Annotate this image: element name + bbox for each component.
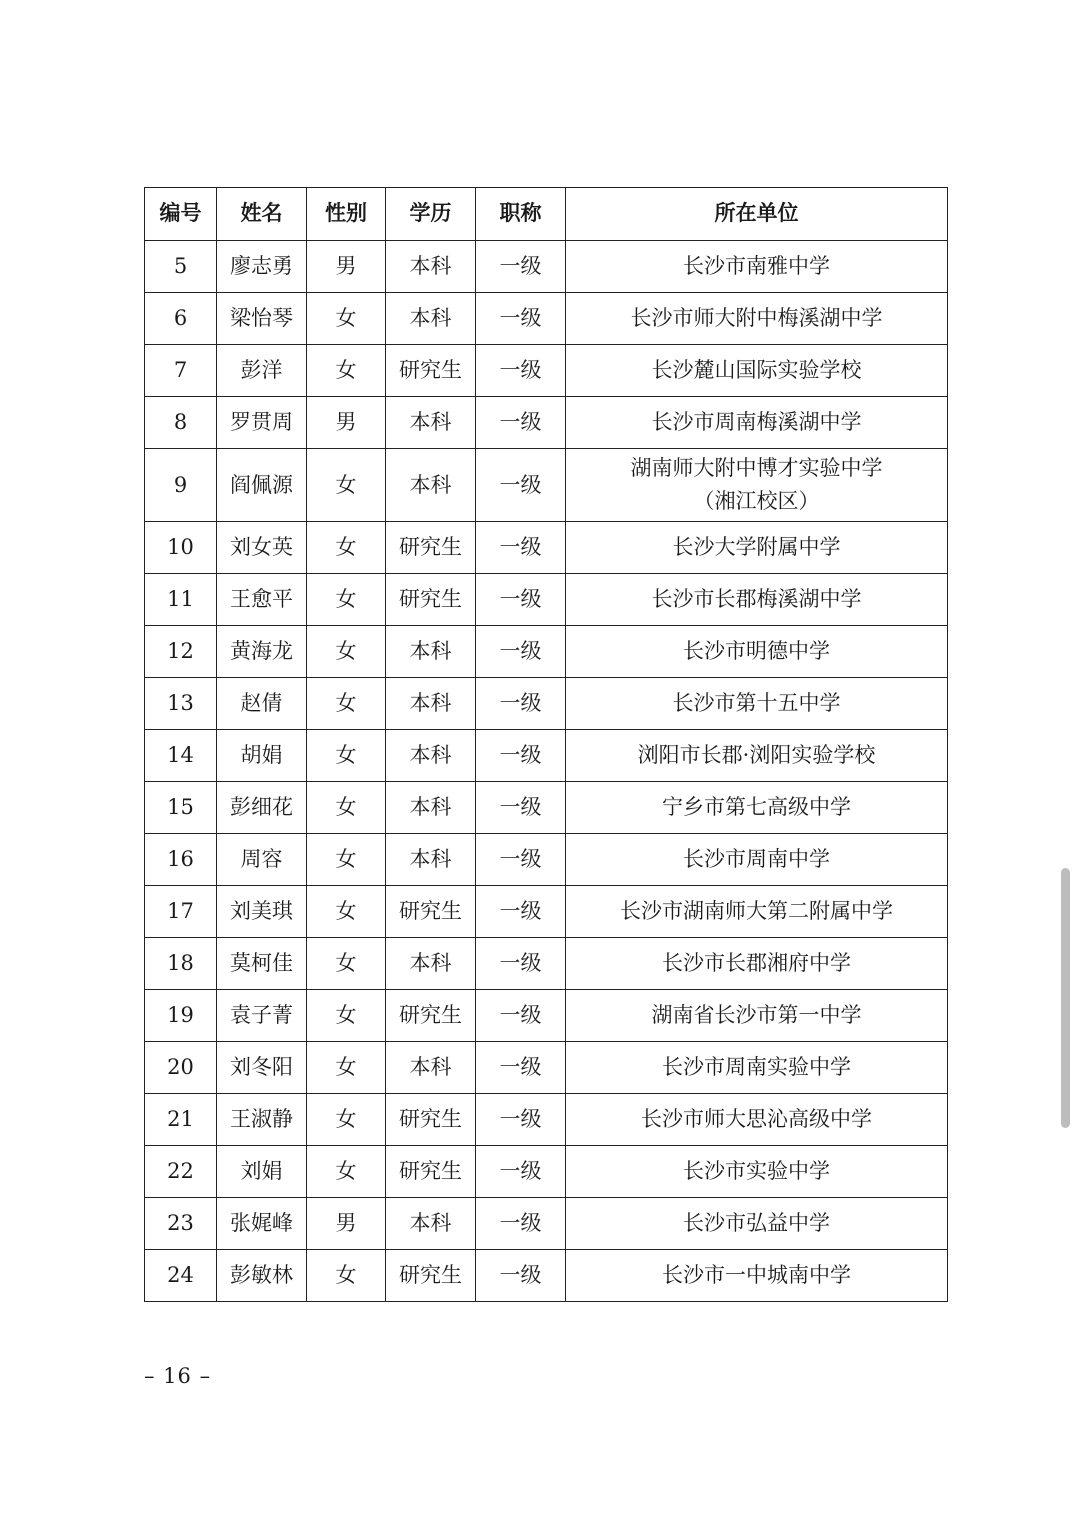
cell-name: 王淑静 xyxy=(217,1094,307,1146)
cell-title: 一级 xyxy=(476,938,566,990)
table-row xyxy=(145,782,948,834)
unit-line: 宁乡市第七高级中学 xyxy=(662,794,851,819)
header-unit: 所在单位 xyxy=(566,188,948,241)
cell-unit xyxy=(566,397,948,449)
cell-title: 一级 xyxy=(476,522,566,574)
cell-education: 本科 xyxy=(386,782,476,834)
cell-title: 一级 xyxy=(476,834,566,886)
cell-sex: 女 xyxy=(307,886,386,938)
cell-title: 一级 xyxy=(476,990,566,1042)
cell-title: 一级 xyxy=(476,449,566,522)
cell-title: 一级 xyxy=(476,345,566,397)
header-education: 学历 xyxy=(386,188,476,241)
cell-education: 研究生 xyxy=(386,1250,476,1302)
cell-name: 莫柯佳 xyxy=(217,938,307,990)
unit-line: 长沙市第十五中学 xyxy=(672,690,841,715)
cell-title: 一级 xyxy=(476,782,566,834)
cell-sex: 女 xyxy=(307,345,386,397)
table-row xyxy=(145,886,948,938)
cell-unit xyxy=(566,574,948,626)
table-row xyxy=(145,293,948,345)
table-row xyxy=(145,241,948,293)
cell-unit xyxy=(566,1250,948,1302)
cell-no: 7 xyxy=(145,345,217,397)
cell-name: 刘娟 xyxy=(217,1146,307,1198)
cell-unit xyxy=(566,1042,948,1094)
table-row xyxy=(145,1094,948,1146)
cell-title: 一级 xyxy=(476,1094,566,1146)
cell-unit xyxy=(566,1094,948,1146)
table-row xyxy=(145,834,948,886)
cell-education: 本科 xyxy=(386,293,476,345)
cell-title: 一级 xyxy=(476,241,566,293)
table-row xyxy=(145,449,948,522)
cell-unit xyxy=(566,345,948,397)
cell-unit xyxy=(566,990,948,1042)
cell-unit xyxy=(566,886,948,938)
cell-education: 研究生 xyxy=(386,345,476,397)
cell-title: 一级 xyxy=(476,574,566,626)
cell-name: 黄海龙 xyxy=(217,626,307,678)
cell-title: 一级 xyxy=(476,886,566,938)
cell-sex: 女 xyxy=(307,834,386,886)
cell-education: 研究生 xyxy=(386,522,476,574)
cell-no: 18 xyxy=(145,938,217,990)
cell-education: 研究生 xyxy=(386,886,476,938)
table-row xyxy=(145,678,948,730)
cell-sex: 女 xyxy=(307,990,386,1042)
cell-sex: 女 xyxy=(307,293,386,345)
unit-line: 长沙市弘益中学 xyxy=(683,1210,830,1235)
cell-sex: 男 xyxy=(307,397,386,449)
cell-no: 16 xyxy=(145,834,217,886)
cell-unit xyxy=(566,834,948,886)
unit-line: 长沙市湖南师大第二附属中学 xyxy=(620,898,893,923)
cell-unit xyxy=(566,678,948,730)
cell-no: 10 xyxy=(145,522,217,574)
cell-education: 本科 xyxy=(386,1042,476,1094)
cell-education: 本科 xyxy=(386,730,476,782)
cell-unit xyxy=(566,522,948,574)
cell-unit xyxy=(566,449,948,522)
table-row xyxy=(145,1042,948,1094)
unit-line: 长沙麓山国际实验学校 xyxy=(651,357,862,382)
cell-education: 本科 xyxy=(386,241,476,293)
cell-education: 本科 xyxy=(386,678,476,730)
cell-unit xyxy=(566,938,948,990)
cell-name: 彭洋 xyxy=(217,345,307,397)
table-row xyxy=(145,938,948,990)
header-title: 职称 xyxy=(476,188,566,241)
cell-name: 赵倩 xyxy=(217,678,307,730)
unit-line: （湘江校区） xyxy=(693,489,820,513)
cell-unit xyxy=(566,730,948,782)
cell-name: 王愈平 xyxy=(217,574,307,626)
cell-sex: 女 xyxy=(307,522,386,574)
cell-title: 一级 xyxy=(476,293,566,345)
table-body xyxy=(145,241,948,1302)
table-row xyxy=(145,574,948,626)
cell-sex: 女 xyxy=(307,1042,386,1094)
table-row xyxy=(145,1146,948,1198)
header-sex: 性别 xyxy=(307,188,386,241)
unit-line: 长沙市长郡梅溪湖中学 xyxy=(651,586,862,611)
cell-no: 8 xyxy=(145,397,217,449)
cell-name: 罗贯周 xyxy=(217,397,307,449)
cell-no: 9 xyxy=(145,449,217,522)
header-no: 编号 xyxy=(145,188,217,241)
cell-title: 一级 xyxy=(476,1146,566,1198)
unit-line: 湖南省长沙市第一中学 xyxy=(651,1002,862,1027)
cell-name: 刘冬阳 xyxy=(217,1042,307,1094)
cell-title: 一级 xyxy=(476,626,566,678)
cell-sex: 女 xyxy=(307,730,386,782)
cell-no: 15 xyxy=(145,782,217,834)
cell-unit xyxy=(566,626,948,678)
cell-sex: 女 xyxy=(307,574,386,626)
cell-sex: 男 xyxy=(307,1198,386,1250)
unit-line: 长沙市周南梅溪湖中学 xyxy=(651,409,862,434)
cell-title: 一级 xyxy=(476,1198,566,1250)
cell-sex: 男 xyxy=(307,241,386,293)
cell-education: 研究生 xyxy=(386,1094,476,1146)
unit-line: 长沙市师大附中梅溪湖中学 xyxy=(630,305,883,330)
cell-no: 11 xyxy=(145,574,217,626)
cell-unit xyxy=(566,1198,948,1250)
cell-no: 21 xyxy=(145,1094,217,1146)
cell-sex: 女 xyxy=(307,1146,386,1198)
cell-unit xyxy=(566,241,948,293)
cell-sex: 女 xyxy=(307,1094,386,1146)
cell-education: 研究生 xyxy=(386,990,476,1042)
unit-line: 浏阳市长郡·浏阳实验学校 xyxy=(637,742,876,767)
cell-no: 6 xyxy=(145,293,217,345)
cell-education: 研究生 xyxy=(386,1146,476,1198)
cell-sex: 女 xyxy=(307,782,386,834)
table-row xyxy=(145,990,948,1042)
cell-name: 梁怡琴 xyxy=(217,293,307,345)
table-row xyxy=(145,626,948,678)
cell-name: 刘美琪 xyxy=(217,886,307,938)
unit-line: 湖南师大附中博才实验中学 xyxy=(630,456,883,481)
cell-name: 张娓峰 xyxy=(217,1198,307,1250)
unit-line: 长沙市师大思沁高级中学 xyxy=(641,1106,872,1131)
cell-name: 彭敏林 xyxy=(217,1250,307,1302)
scrollbar-thumb[interactable] xyxy=(1061,868,1070,1128)
table-row xyxy=(145,522,948,574)
cell-title: 一级 xyxy=(476,1042,566,1094)
unit-line: 长沙市明德中学 xyxy=(683,638,830,663)
teacher-roster-table xyxy=(144,187,948,1302)
unit-line: 长沙市南雅中学 xyxy=(683,253,830,278)
cell-sex: 女 xyxy=(307,678,386,730)
cell-no: 19 xyxy=(145,990,217,1042)
unit-line: 长沙市实验中学 xyxy=(683,1158,830,1183)
cell-education: 研究生 xyxy=(386,574,476,626)
unit-line: 长沙市周南实验中学 xyxy=(662,1054,851,1079)
cell-education: 本科 xyxy=(386,1198,476,1250)
cell-no: 23 xyxy=(145,1198,217,1250)
table-header-row xyxy=(145,188,948,241)
unit-line: 长沙市周南中学 xyxy=(683,846,830,871)
page-number: – 16 – xyxy=(144,1364,212,1388)
cell-no: 14 xyxy=(145,730,217,782)
cell-name: 胡娟 xyxy=(217,730,307,782)
table-row xyxy=(145,1198,948,1250)
cell-education: 本科 xyxy=(386,449,476,522)
cell-sex: 女 xyxy=(307,1250,386,1302)
cell-education: 本科 xyxy=(386,626,476,678)
cell-title: 一级 xyxy=(476,1250,566,1302)
cell-name: 彭细花 xyxy=(217,782,307,834)
table-row xyxy=(145,345,948,397)
unit-line: 长沙大学附属中学 xyxy=(672,534,841,559)
cell-sex: 女 xyxy=(307,626,386,678)
cell-title: 一级 xyxy=(476,397,566,449)
cell-sex: 女 xyxy=(307,938,386,990)
unit-line: 长沙市长郡湘府中学 xyxy=(662,950,851,975)
cell-no: 13 xyxy=(145,678,217,730)
cell-title: 一级 xyxy=(476,678,566,730)
unit-line: 长沙市一中城南中学 xyxy=(662,1262,851,1287)
cell-name: 周容 xyxy=(217,834,307,886)
cell-no: 12 xyxy=(145,626,217,678)
cell-education: 本科 xyxy=(386,834,476,886)
cell-unit xyxy=(566,1146,948,1198)
cell-no: 22 xyxy=(145,1146,217,1198)
cell-name: 廖志勇 xyxy=(217,241,307,293)
cell-unit xyxy=(566,293,948,345)
cell-education: 本科 xyxy=(386,397,476,449)
cell-no: 5 xyxy=(145,241,217,293)
cell-no: 20 xyxy=(145,1042,217,1094)
cell-name: 刘女英 xyxy=(217,522,307,574)
table-row xyxy=(145,730,948,782)
cell-unit xyxy=(566,782,948,834)
cell-no: 17 xyxy=(145,886,217,938)
table-row xyxy=(145,1250,948,1302)
cell-name: 阎佩源 xyxy=(217,449,307,522)
cell-no: 24 xyxy=(145,1250,217,1302)
cell-title: 一级 xyxy=(476,730,566,782)
header-name: 姓名 xyxy=(217,188,307,241)
table-row xyxy=(145,397,948,449)
cell-name: 袁子菁 xyxy=(217,990,307,1042)
cell-education: 本科 xyxy=(386,938,476,990)
cell-sex: 女 xyxy=(307,449,386,522)
